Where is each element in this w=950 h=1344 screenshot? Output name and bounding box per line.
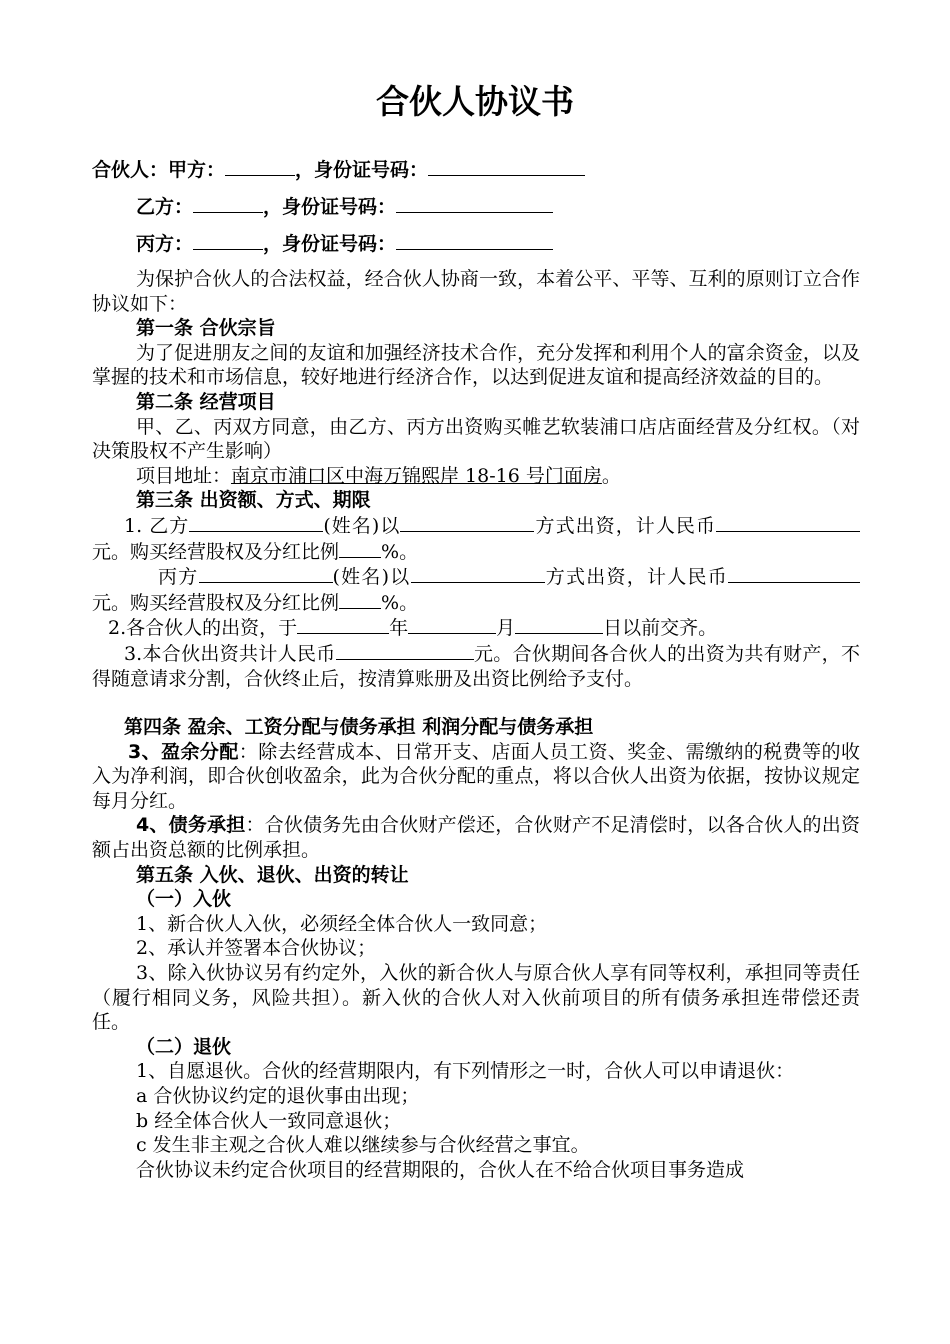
item1-bing-label: 丙方	[158, 566, 199, 589]
article4-p4	[92, 813, 860, 862]
yi-id-label: ，身份证号码：	[263, 196, 397, 218]
address-end: 。	[601, 464, 621, 487]
bing-way-blank	[411, 564, 545, 583]
article2-text: 甲、乙、丙双方同意，由乙方、丙方出资购买帷艺软装浦口店店面经营及分红权。（对决策股权不产生影响）	[92, 415, 860, 463]
project-address	[92, 464, 860, 489]
article4-p3	[92, 740, 860, 814]
yuan-label: 元。购买经营股权及分红比例	[92, 540, 340, 563]
party-bing-line	[136, 231, 553, 256]
yi-way-blank	[400, 513, 534, 532]
article5-s2-1: 1、自愿退伙。合伙的经营期限内，有下列情形之一时，合伙人可以申请退伙：	[136, 1060, 795, 1083]
article1-text: 为了促进朋友之间的友谊和加强经济技术合作，充分发挥和利用个人的富余资金，以及掌握的技术和市场信息，较好地进行经济合作，以达到促进友谊和提高经济效益的目的。	[92, 341, 860, 389]
year-label: 年	[389, 617, 409, 640]
partner-label: 合伙人：	[92, 159, 169, 181]
article2-heading: 第二条 经营项目	[136, 390, 276, 413]
article5-heading: 第五条 入伙、退伙、出资的转让	[136, 863, 409, 886]
p4-label: 4、债务承担	[136, 814, 246, 837]
article3-item1-bing	[92, 564, 860, 615]
percent-label-2: %。	[381, 591, 419, 614]
document-title: 合伙人协议书	[376, 82, 574, 121]
name-label-2: (姓名)以	[332, 566, 411, 589]
article5-s1-1: 1、新合伙人入伙，必须经全体合伙人一致同意；	[136, 912, 548, 935]
name-label: (姓名)以	[323, 514, 401, 537]
bing-name-blank-2	[199, 564, 333, 583]
party-jia-line	[92, 157, 585, 182]
bing-amount-blank-a	[728, 564, 826, 583]
article5-s2-a: a 合伙协议约定的退伙事由出现；	[136, 1085, 420, 1107]
bing-id-blank	[396, 231, 553, 250]
month-blank	[408, 615, 496, 634]
article5-s1-3: 3、除入伙协议另有约定外，入伙的新合伙人与原合伙人享有同等权利，承担同等责任（履行相同义务，风险共担）。新入伙的合伙人对入伙前项目的所有债务承担连带偿还责任。	[92, 962, 860, 1034]
p3-text: ：除去经营成本、日常开支、店面人员工资、奖金、需缴纳的税费等的收入为净利润，即合伙创收盈余，此为合伙分配的重点，将以合伙人出资为依据，按协议规定每月分红。	[92, 740, 860, 812]
jia-label: 甲方：	[168, 159, 226, 181]
address-value: 南京市浦口区中海万锦熙岸 18-16 号门面房	[231, 464, 602, 487]
article3-heading: 第三条 出资额、方式、期限	[136, 489, 371, 512]
item3-label: 3.本合伙出资共计人民币	[124, 642, 336, 665]
month-label: 月	[496, 617, 516, 640]
party-yi-line	[136, 194, 553, 219]
article5-sub1: （一）入伙	[136, 888, 232, 911]
article5-sub2: （二）退伙	[136, 1035, 232, 1058]
jia-id-blank	[428, 157, 585, 176]
article4-heading: 第四条 盈余、工资分配与债务承担 利润分配与债务承担	[124, 716, 594, 739]
day-label: 日以前交齐。	[603, 617, 718, 640]
p3-label: 3、盈余分配	[128, 740, 239, 763]
yi-id-blank	[396, 194, 553, 213]
bing-percent-blank	[339, 590, 381, 609]
article5-s2-c: c 发生非主观之合伙人难以继续参与合伙经营之事宜。	[136, 1134, 590, 1157]
spacer	[92, 691, 860, 715]
yi-name-blank	[193, 194, 263, 213]
address-label: 项目地址：	[136, 464, 232, 487]
article5-s2-end: 合伙协议未约定合伙项目的经营期限的，合伙人在不给合伙项目事务造成	[136, 1158, 745, 1181]
total-amount-blank	[336, 641, 474, 660]
bing-name-blank	[193, 231, 263, 250]
yi-percent-blank	[339, 539, 381, 558]
percent-label: %。	[381, 540, 419, 563]
way-label-2: 方式出资，计人民币	[544, 566, 728, 589]
jia-name-blank	[225, 157, 295, 176]
article3-item2	[92, 615, 860, 641]
article3-item1-yi	[92, 513, 860, 564]
bing-id-label: ，身份证号码：	[263, 233, 397, 255]
article1-heading: 第一条 合伙宗旨	[136, 317, 276, 340]
bing-amount-blank-b	[826, 564, 860, 583]
document-body	[92, 267, 860, 1182]
item2-label: 2.各合伙人的出资，于	[108, 617, 298, 640]
yi-name-blank-2	[189, 513, 323, 532]
yuan-label-2: 元。购买经营股权及分红比例	[92, 591, 340, 614]
yi-amount-blank-a	[716, 513, 826, 532]
bing-label: 丙方：	[136, 233, 194, 255]
item1-yi-label: 1. 乙方	[124, 514, 190, 537]
intro-paragraph: 为保护合伙人的合法权益，经合伙人协商一致，本着公平、平等、互利的原则订立合作协议如下：	[92, 268, 860, 315]
jia-id-label: ，身份证号码：	[295, 159, 429, 181]
way-label: 方式出资，计人民币	[534, 514, 717, 537]
article5-s1-2: 2、承认并签署本合伙协议；	[136, 937, 377, 960]
day-blank	[515, 615, 603, 634]
article3-item3	[92, 641, 860, 691]
item3-text: 元。合伙期间各合伙人的出资为共有财产，不得随意请求分割，合伙终止后，按清算账册及出资比例给予支付。	[92, 642, 860, 690]
yi-amount-blank-b	[826, 513, 860, 532]
year-blank	[297, 615, 389, 634]
yi-label: 乙方：	[136, 196, 194, 218]
article5-s2-b: b 经全体合伙人一致同意退伙；	[136, 1109, 402, 1132]
p4-text: ：合伙债务先由合伙财产偿还，合伙财产不足清偿时，以各合伙人的出资额占出资总额的比例承担。	[92, 814, 860, 862]
